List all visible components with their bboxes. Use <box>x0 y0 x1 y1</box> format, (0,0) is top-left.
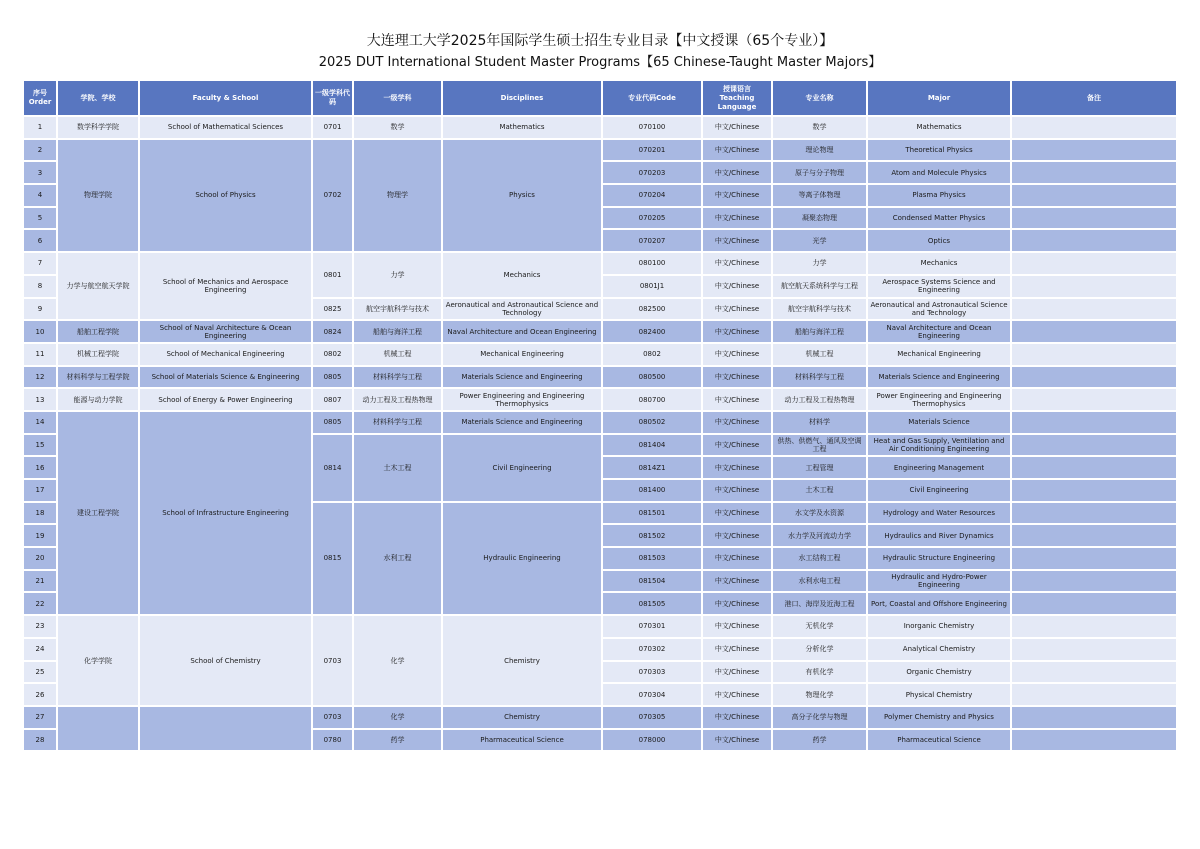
cell-order: 20 <box>23 547 57 570</box>
cell-major-en: Power Engineering and Engineering Thermophysics <box>867 388 1011 411</box>
cell-school: School of Materials Science & Engineering <box>139 366 312 389</box>
cell-major-zh: 理论物理 <box>772 139 867 162</box>
cell-order: 27 <box>23 706 57 729</box>
cell-discipline-en: Materials Science and Engineering <box>442 411 602 434</box>
cell-remark <box>1011 524 1177 547</box>
cell-major-zh: 动力工程及工程热物理 <box>772 388 867 411</box>
cell-language: 中文/Chinese <box>702 706 772 729</box>
cell-school <box>139 706 312 751</box>
cell-remark <box>1011 411 1177 434</box>
cell-college: 数学科学学院 <box>57 116 139 139</box>
cell-remark <box>1011 706 1177 729</box>
cell-remark <box>1011 570 1177 593</box>
cell-major-en: Aeronautical and Astronautical Science and Technology <box>867 298 1011 321</box>
cell-major-zh: 有机化学 <box>772 661 867 684</box>
cell-major-en: Hydraulic Structure Engineering <box>867 547 1011 570</box>
cell-major-zh: 水利水电工程 <box>772 570 867 593</box>
cell-major-en: Mechanical Engineering <box>867 343 1011 366</box>
cell-order: 25 <box>23 661 57 684</box>
cell-major-zh: 机械工程 <box>772 343 867 366</box>
cell-discipline-zh: 数学 <box>353 116 442 139</box>
cell-remark <box>1011 683 1177 706</box>
cell-major-en: Plasma Physics <box>867 184 1011 207</box>
cell-major-code: 082400 <box>602 320 702 343</box>
cell-major-en: Engineering Management <box>867 456 1011 479</box>
cell-discipline-zh: 船舶与海洋工程 <box>353 320 442 343</box>
cell-college: 能源与动力学院 <box>57 388 139 411</box>
cell-language: 中文/Chinese <box>702 683 772 706</box>
cell-major-code: 082500 <box>602 298 702 321</box>
cell-major-code: 081400 <box>602 479 702 502</box>
cell-remark <box>1011 592 1177 615</box>
cell-major-en: Naval Architecture and Ocean Engineering <box>867 320 1011 343</box>
cell-language: 中文/Chinese <box>702 139 772 162</box>
cell-discipline-en: Power Engineering and Engineering Thermophysics <box>442 388 602 411</box>
cell-school: School of Energy & Power Engineering <box>139 388 312 411</box>
header-college: 学院、学校 <box>57 80 139 116</box>
cell-remark <box>1011 161 1177 184</box>
cell-order: 26 <box>23 683 57 706</box>
cell-major-zh: 光学 <box>772 229 867 252</box>
cell-remark <box>1011 275 1177 298</box>
cell-remark <box>1011 434 1177 457</box>
cell-discipline-code: 0805 <box>312 366 353 389</box>
cell-discipline-zh: 化学 <box>353 706 442 729</box>
cell-major-code: 080700 <box>602 388 702 411</box>
cell-discipline-code: 0802 <box>312 343 353 366</box>
cell-major-code: 080502 <box>602 411 702 434</box>
cell-major-en: Condensed Matter Physics <box>867 207 1011 230</box>
cell-remark <box>1011 207 1177 230</box>
cell-language: 中文/Chinese <box>702 366 772 389</box>
cell-major-code: 081404 <box>602 434 702 457</box>
cell-discipline-code: 0825 <box>312 298 353 321</box>
cell-major-code: 0801J1 <box>602 275 702 298</box>
cell-remark <box>1011 729 1177 752</box>
cell-discipline-zh: 力学 <box>353 252 442 297</box>
cell-language: 中文/Chinese <box>702 661 772 684</box>
cell-major-zh: 力学 <box>772 252 867 275</box>
cell-discipline-zh: 机械工程 <box>353 343 442 366</box>
cell-major-en: Analytical Chemistry <box>867 638 1011 661</box>
cell-order: 14 <box>23 411 57 434</box>
cell-major-en: Aerospace Systems Science and Engineering <box>867 275 1011 298</box>
cell-discipline-zh: 动力工程及工程热物理 <box>353 388 442 411</box>
cell-remark <box>1011 638 1177 661</box>
cell-remark <box>1011 320 1177 343</box>
cell-major-code: 081505 <box>602 592 702 615</box>
cell-discipline-code: 0703 <box>312 706 353 729</box>
cell-major-code: 080100 <box>602 252 702 275</box>
cell-major-en: Port, Coastal and Offshore Engineering <box>867 592 1011 615</box>
cell-major-zh: 材料学 <box>772 411 867 434</box>
cell-language: 中文/Chinese <box>702 434 772 457</box>
cell-language: 中文/Chinese <box>702 184 772 207</box>
cell-major-code: 0814Z1 <box>602 456 702 479</box>
table-header-row <box>23 80 1177 116</box>
cell-order: 12 <box>23 366 57 389</box>
cell-major-en: Polymer Chemistry and Physics <box>867 706 1011 729</box>
cell-major-en: Inorganic Chemistry <box>867 615 1011 638</box>
cell-discipline-code: 0702 <box>312 139 353 252</box>
cell-major-code: 070303 <box>602 661 702 684</box>
header-major-code: 专业代码Code <box>602 80 702 116</box>
cell-remark <box>1011 116 1177 139</box>
cell-college: 建设工程学院 <box>57 411 139 615</box>
cell-major-code: 070301 <box>602 615 702 638</box>
cell-school: School of Mathematical Sciences <box>139 116 312 139</box>
cell-major-code: 081502 <box>602 524 702 547</box>
cell-discipline-code: 0703 <box>312 615 353 706</box>
cell-language: 中文/Chinese <box>702 524 772 547</box>
cell-major-en: Mathematics <box>867 116 1011 139</box>
cell-major-code: 0802 <box>602 343 702 366</box>
cell-discipline-en: Mathematics <box>442 116 602 139</box>
cell-major-en: Mechanics <box>867 252 1011 275</box>
header-language: 授课语言 Teaching Language <box>702 80 772 116</box>
cell-order: 18 <box>23 502 57 525</box>
header-discipline-zh: 一级学科 <box>353 80 442 116</box>
cell-language: 中文/Chinese <box>702 320 772 343</box>
cell-remark <box>1011 229 1177 252</box>
cell-major-en: Materials Science and Engineering <box>867 366 1011 389</box>
cell-language: 中文/Chinese <box>702 298 772 321</box>
cell-major-en: Civil Engineering <box>867 479 1011 502</box>
cell-college: 机械工程学院 <box>57 343 139 366</box>
cell-college: 物理学院 <box>57 139 139 252</box>
cell-remark <box>1011 547 1177 570</box>
cell-discipline-en: Civil Engineering <box>442 434 602 502</box>
cell-language: 中文/Chinese <box>702 275 772 298</box>
cell-major-zh: 高分子化学与物理 <box>772 706 867 729</box>
table-row <box>23 139 1177 162</box>
cell-order: 16 <box>23 456 57 479</box>
cell-remark <box>1011 502 1177 525</box>
cell-discipline-code: 0814 <box>312 434 353 502</box>
cell-major-zh: 材料科学与工程 <box>772 366 867 389</box>
table-row <box>23 116 1177 139</box>
cell-discipline-code: 0824 <box>312 320 353 343</box>
cell-major-en: Hydraulics and River Dynamics <box>867 524 1011 547</box>
cell-order: 24 <box>23 638 57 661</box>
cell-language: 中文/Chinese <box>702 411 772 434</box>
cell-major-zh: 等离子体物理 <box>772 184 867 207</box>
cell-order: 9 <box>23 298 57 321</box>
cell-major-en: Hydraulic and Hydro-Power Engineering <box>867 570 1011 593</box>
table-row <box>23 411 1177 434</box>
cell-discipline-en: Aeronautical and Astronautical Science and Technology <box>442 298 602 321</box>
cell-discipline-code: 0780 <box>312 729 353 752</box>
cell-remark <box>1011 661 1177 684</box>
cell-major-zh: 数学 <box>772 116 867 139</box>
programs-table <box>22 79 1178 752</box>
cell-discipline-zh: 物理学 <box>353 139 442 252</box>
table-row <box>23 706 1177 729</box>
cell-major-zh: 凝聚态物理 <box>772 207 867 230</box>
cell-college: 力学与航空航天学院 <box>57 252 139 320</box>
cell-major-zh: 航空航天系统科学与工程 <box>772 275 867 298</box>
cell-order: 13 <box>23 388 57 411</box>
cell-major-zh: 工程管理 <box>772 456 867 479</box>
cell-school: School of Chemistry <box>139 615 312 706</box>
cell-college <box>57 706 139 751</box>
cell-language: 中文/Chinese <box>702 547 772 570</box>
cell-major-code: 081501 <box>602 502 702 525</box>
header-remark: 备注 <box>1011 80 1177 116</box>
cell-discipline-en: Physics <box>442 139 602 252</box>
cell-remark <box>1011 615 1177 638</box>
cell-major-code: 070205 <box>602 207 702 230</box>
cell-major-zh: 供热、供燃气、通风及空调工程 <box>772 434 867 457</box>
cell-order: 15 <box>23 434 57 457</box>
cell-major-code: 070204 <box>602 184 702 207</box>
cell-remark <box>1011 343 1177 366</box>
cell-major-zh: 航空宇航科学与技术 <box>772 298 867 321</box>
cell-remark <box>1011 252 1177 275</box>
cell-major-en: Atom and Molecule Physics <box>867 161 1011 184</box>
header-major-en: Major <box>867 80 1011 116</box>
cell-order: 3 <box>23 161 57 184</box>
cell-remark <box>1011 479 1177 502</box>
cell-major-zh: 船舶与海洋工程 <box>772 320 867 343</box>
cell-major-code: 078000 <box>602 729 702 752</box>
cell-language: 中文/Chinese <box>702 479 772 502</box>
cell-major-en: Hydrology and Water Resources <box>867 502 1011 525</box>
cell-discipline-zh: 材料科学与工程 <box>353 366 442 389</box>
cell-discipline-zh: 水利工程 <box>353 502 442 615</box>
cell-order: 4 <box>23 184 57 207</box>
cell-major-code: 070203 <box>602 161 702 184</box>
cell-language: 中文/Chinese <box>702 229 772 252</box>
header-discipline-code: 一级学科代码 <box>312 80 353 116</box>
cell-remark <box>1011 366 1177 389</box>
cell-discipline-code: 0701 <box>312 116 353 139</box>
header-order: 序号 Order <box>23 80 57 116</box>
table-row <box>23 320 1177 343</box>
cell-discipline-en: Mechanics <box>442 252 602 297</box>
cell-college: 船舶工程学院 <box>57 320 139 343</box>
cell-discipline-zh: 航空宇航科学与技术 <box>353 298 442 321</box>
header-major-zh: 专业名称 <box>772 80 867 116</box>
cell-major-code: 070207 <box>602 229 702 252</box>
cell-school: School of Physics <box>139 139 312 252</box>
cell-major-code: 081503 <box>602 547 702 570</box>
cell-language: 中文/Chinese <box>702 456 772 479</box>
cell-language: 中文/Chinese <box>702 252 772 275</box>
cell-discipline-en: Pharmaceutical Science <box>442 729 602 752</box>
cell-major-zh: 港口、海岸及近海工程 <box>772 592 867 615</box>
cell-remark <box>1011 298 1177 321</box>
cell-order: 28 <box>23 729 57 752</box>
cell-language: 中文/Chinese <box>702 615 772 638</box>
table-row <box>23 615 1177 638</box>
cell-language: 中文/Chinese <box>702 570 772 593</box>
cell-discipline-code: 0815 <box>312 502 353 615</box>
page-title-english: 2025 DUT International Student Master Programs【65 Chinese-Taught Master Majors】 <box>318 55 882 70</box>
cell-discipline-zh: 土木工程 <box>353 434 442 502</box>
cell-language: 中文/Chinese <box>702 116 772 139</box>
cell-major-en: Physical Chemistry <box>867 683 1011 706</box>
cell-discipline-code: 0805 <box>312 411 353 434</box>
table-row <box>23 343 1177 366</box>
cell-language: 中文/Chinese <box>702 729 772 752</box>
cell-order: 21 <box>23 570 57 593</box>
cell-major-zh: 水力学及河流动力学 <box>772 524 867 547</box>
cell-language: 中文/Chinese <box>702 388 772 411</box>
table-row <box>23 252 1177 275</box>
cell-major-code: 070302 <box>602 638 702 661</box>
cell-school: School of Naval Architecture & Ocean Engineering <box>139 320 312 343</box>
cell-remark <box>1011 388 1177 411</box>
cell-major-en: Pharmaceutical Science <box>867 729 1011 752</box>
cell-major-zh: 无机化学 <box>772 615 867 638</box>
table-row <box>23 388 1177 411</box>
cell-major-code: 080500 <box>602 366 702 389</box>
cell-order: 23 <box>23 615 57 638</box>
cell-school: School of Mechanics and Aerospace Engineering <box>139 252 312 320</box>
cell-discipline-en: Hydraulic Engineering <box>442 502 602 615</box>
cell-major-zh: 分析化学 <box>772 638 867 661</box>
cell-language: 中文/Chinese <box>702 161 772 184</box>
table-row <box>23 366 1177 389</box>
cell-remark <box>1011 456 1177 479</box>
cell-discipline-zh: 化学 <box>353 615 442 706</box>
cell-discipline-en: Chemistry <box>442 615 602 706</box>
cell-discipline-zh: 材料科学与工程 <box>353 411 442 434</box>
cell-major-code: 070100 <box>602 116 702 139</box>
cell-major-en: Optics <box>867 229 1011 252</box>
cell-language: 中文/Chinese <box>702 638 772 661</box>
cell-major-en: Theoretical Physics <box>867 139 1011 162</box>
cell-major-en: Organic Chemistry <box>867 661 1011 684</box>
cell-college: 化学学院 <box>57 615 139 706</box>
cell-major-en: Heat and Gas Supply, Ventilation and Air Conditioning Engineering <box>867 434 1011 457</box>
cell-major-zh: 水文学及水资源 <box>772 502 867 525</box>
cell-major-code: 070201 <box>602 139 702 162</box>
cell-school: School of Mechanical Engineering <box>139 343 312 366</box>
cell-language: 中文/Chinese <box>702 207 772 230</box>
cell-order: 7 <box>23 252 57 275</box>
cell-order: 11 <box>23 343 57 366</box>
cell-discipline-code: 0807 <box>312 388 353 411</box>
cell-discipline-en: Naval Architecture and Ocean Engineering <box>442 320 602 343</box>
page-title-chinese: 大连理工大学2025年国际学生硕士招生专业目录【中文授课（65个专业）】 <box>366 33 834 49</box>
cell-major-code: 070304 <box>602 683 702 706</box>
cell-order: 5 <box>23 207 57 230</box>
cell-order: 8 <box>23 275 57 298</box>
cell-major-zh: 土木工程 <box>772 479 867 502</box>
cell-discipline-code: 0801 <box>312 252 353 297</box>
cell-order: 19 <box>23 524 57 547</box>
cell-school: School of Infrastructure Engineering <box>139 411 312 615</box>
cell-language: 中文/Chinese <box>702 343 772 366</box>
cell-discipline-en: Materials Science and Engineering <box>442 366 602 389</box>
cell-order: 1 <box>23 116 57 139</box>
cell-major-zh: 物理化学 <box>772 683 867 706</box>
cell-major-en: Materials Science <box>867 411 1011 434</box>
cell-language: 中文/Chinese <box>702 592 772 615</box>
cell-discipline-zh: 药学 <box>353 729 442 752</box>
cell-order: 22 <box>23 592 57 615</box>
header-discipline-en: Disciplines <box>442 80 602 116</box>
cell-discipline-en: Mechanical Engineering <box>442 343 602 366</box>
cell-order: 2 <box>23 139 57 162</box>
cell-remark <box>1011 184 1177 207</box>
cell-major-code: 081504 <box>602 570 702 593</box>
cell-major-zh: 原子与分子物理 <box>772 161 867 184</box>
cell-college: 材料科学与工程学院 <box>57 366 139 389</box>
cell-major-zh: 水工结构工程 <box>772 547 867 570</box>
cell-remark <box>1011 139 1177 162</box>
header-school: Faculty & School <box>139 80 312 116</box>
cell-major-zh: 药学 <box>772 729 867 752</box>
cell-order: 17 <box>23 479 57 502</box>
cell-discipline-en: Chemistry <box>442 706 602 729</box>
cell-language: 中文/Chinese <box>702 502 772 525</box>
cell-major-code: 070305 <box>602 706 702 729</box>
cell-order: 10 <box>23 320 57 343</box>
cell-order: 6 <box>23 229 57 252</box>
